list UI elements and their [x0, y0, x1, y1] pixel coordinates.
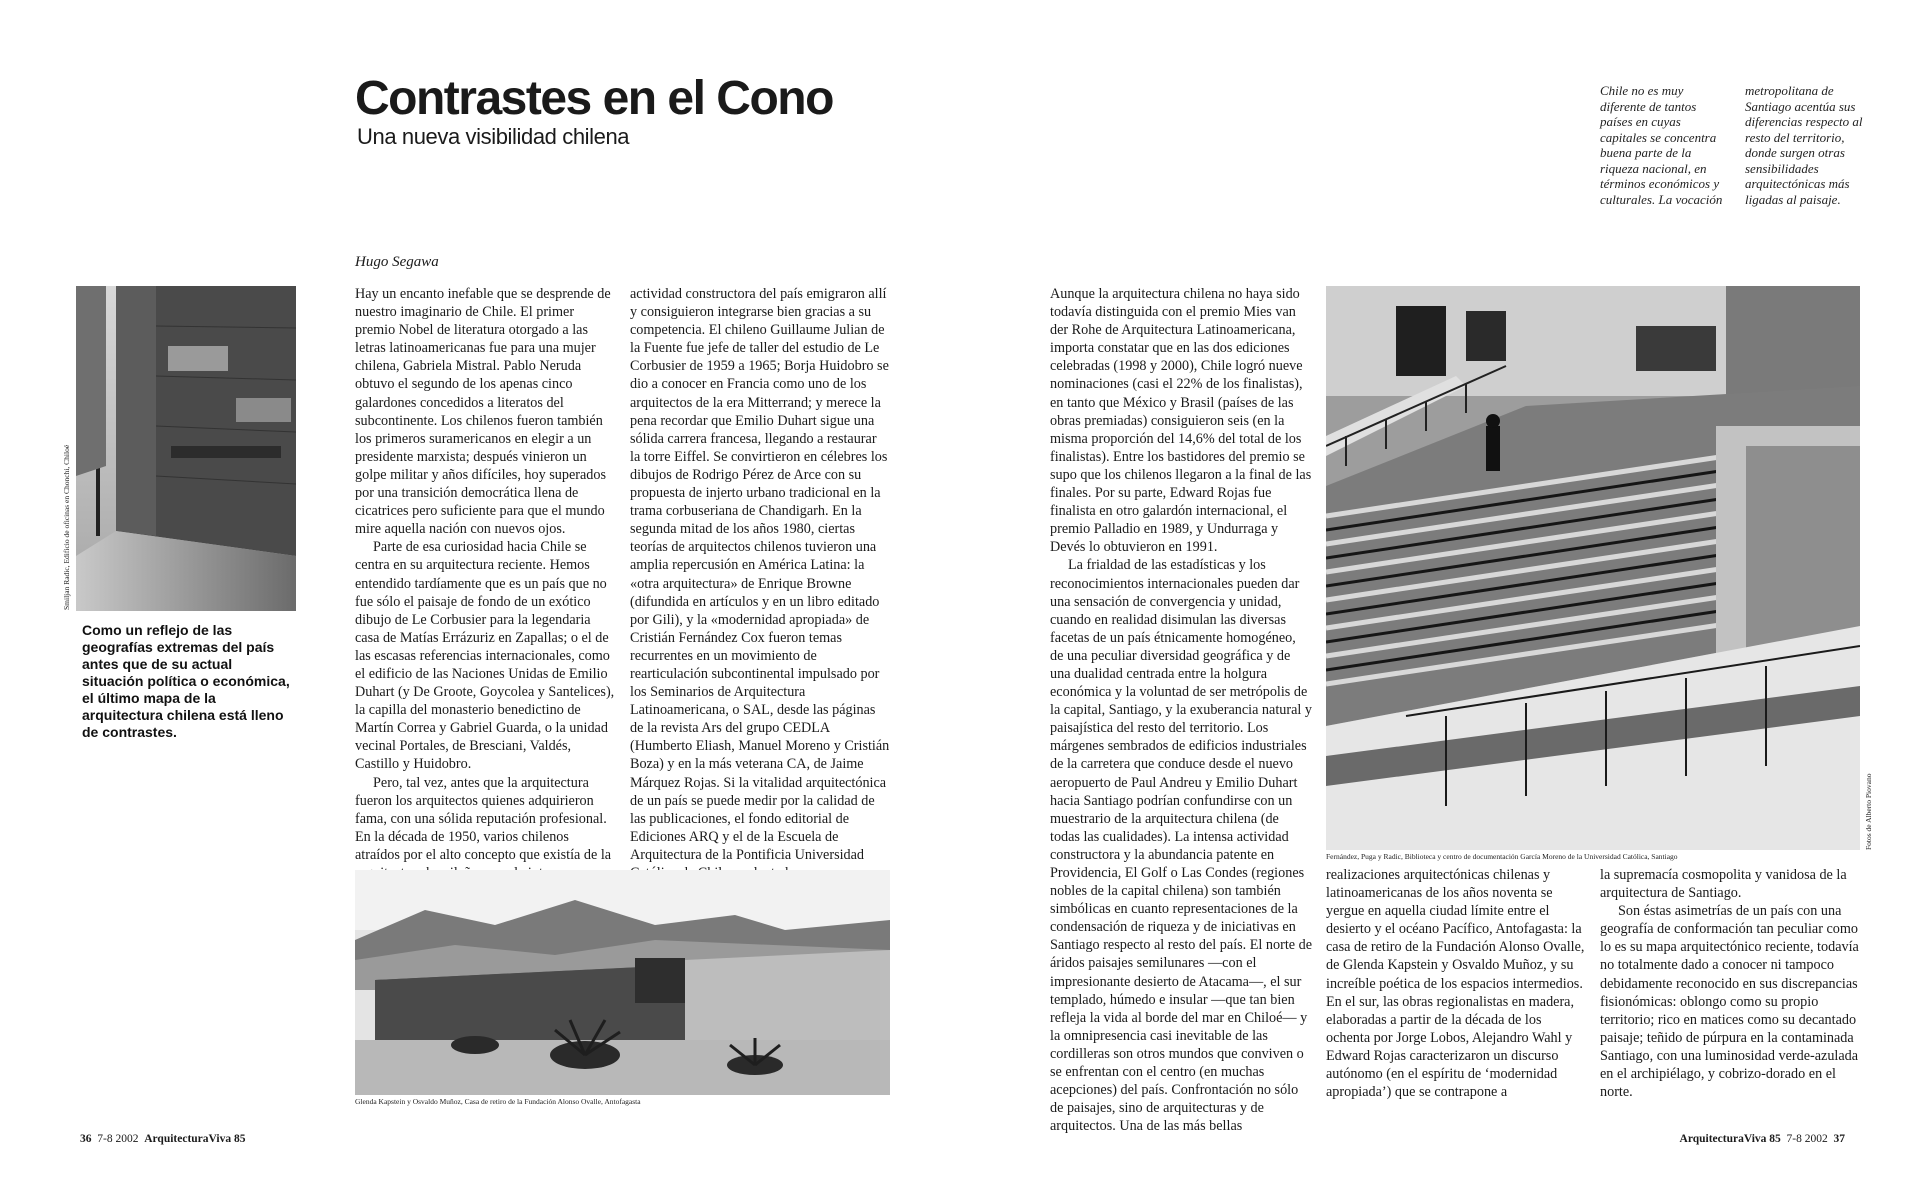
- body-column-5: [1600, 866, 1862, 1101]
- paragraph: actividad constructora del país emigraron allí y consiguieron integrarse bien gracias a su competencia. El chileno Guillaume Julian de la Fuente fue jefe de taller del estudio de Le Corbusier de 1959 a 1965; Borja Huidobro se dio a conocer en Francia como uno de los arquitectos de la era Mitterrand; y merece la pena recordar que Emilio Duhart sigue una sólida carrera francesa, llegando a restaurar la torre Eiffel. Se convirtieron en célebres los dibujos de Rodrigo Pérez de Arce con su propuesta de injerto urbano tradicional en la trama corbuseriana de Chandigarh. En la segunda mitad de los años 1980, ciertas teorías de arquitectos chilenos tuvieron una amplia repercusión en América Latina: la «otra arquitectura» de Enrique Browne (difundida en artículos y en un libro editado por Gili), y la «modernidad apropiada» de Cristián Fernández Cox fueron temas recurrentes en un movimiento de rearticulación subcontinental impulsado por los Seminarios de Arquitectura Latinoamericana, o SAL, desde las páginas de la revista Ars del grupo CEDLA (Humberto Eliash, Manuel Moreno y Cristián Boza) y en la más veterana CA, de Jaime Márquez Rojas. Si la vitalidad arquitectónica de un país se puede medir por la calidad de las publicaciones, el fondo editorial de Ediciones ARQ y el de la Escuela de Arquitectura de la Pontificia Universidad: [630, 286, 890, 863]
- photo1-credit: Smiljan Radic, Edificio de oficinas en Chonchi, Chiloé: [62, 444, 71, 610]
- body-column-2: [630, 285, 890, 882]
- body-column-3: [1050, 285, 1312, 1135]
- article-title: Contrastes en el Cono: [355, 72, 833, 125]
- photo-santiago-library-stairs: [1326, 286, 1860, 850]
- pull-quote: Como un reflejo de las geografías extremas del país antes que de su actual situación política o económica, el último mapa de la arquitectura chilena está lleno de contrastes.: [82, 622, 290, 740]
- photo-antofagasta-drawing: [355, 870, 890, 1095]
- page-number: 36: [80, 1133, 92, 1145]
- photo-chonchi-office: [76, 286, 296, 611]
- paragraph: Aunque la arquitectura chilena no haya sido todavía distinguida con el premio Mies van der Rohe de Arquitectura Latinoamericana, importa constatar que en las dos ediciones celebradas (1998 y 2000), Chile logró nueve nominaciones (casi el 22% de los finalistas), en tanto que México y Brasil (países de las obras premiadas) consiguieron seis (en la misma proporción del 14,6% del total de los finalistas). Entre los bastidores del premio se supo que los chilenos llegaron a la final de las finales. Por su parte, Edward Rojas fue finalista en otro galardón internacional, el premio Palladio en 1989, y Undurraga y Devés lo obtuvieron en 1991.: [1050, 286, 1312, 556]
- intro-text-col2: metropolitana de Santiago acentúa sus diferencias respecto al resto del territorio, donde surgen otras sensibilidades arquitectónicas más ligadas al paisaje.: [1745, 83, 1863, 207]
- body-column-4: [1326, 866, 1588, 1101]
- issue-date: 7-8 2002: [97, 1133, 139, 1145]
- paragraph: La frialdad de las estadísticas y los reconocimientos internacionales pueden dar una sensación de convergencia y unidad, cuando en realidad disimulan las diversas facetas de un país étnicamente homogéneo, de una peculiar diversidad geográfica y de una dualidad centrada entre la holgura económica y la voluntad de ser metrópolis de la capital, Santiago, y la exuberancia natural y paisajística del resto del territorio. Los márgenes sembrados de edificios industriales de la carretera que conduce desde el nuevo aeropuerto de Paul Andreu y Emilio Duhart hacia Santiago podrían confundirse con un muestrario de la arquitectura chilena (de todas las cualidades). La intensa actividad constructora y la abundancia patente en Providencia, El Golf o Las Condes (regiones nobles de la capital chilena) son también simbólicas en cuanto representaciones de la condensación de riqueza y de iniciativas en Santiago respecto al resto del país. El norte de áridos paisajes semilunares —con el impresionante desierto de Atacama—, el sur templado, húmedo e insular —que tan bien refleja la vida al borde del mar en Chiloé— y la omnipresencia casi inevitable de las cordilleras son otros mundos que conviven o se enfrentan con el centro (en muchas acepciones) del país. Confrontación no sólo de paisajes, sino de arquitecturas y de arquitectos. Una de las más bellas: [1050, 557, 1312, 1135]
- author-byline: Hugo Segawa: [355, 254, 439, 270]
- page-number: 37: [1833, 1133, 1845, 1145]
- magazine-name: ArquitecturaViva 85: [144, 1133, 246, 1145]
- photo-chonchi-drawing: [76, 286, 296, 611]
- issue-date: 7-8 2002: [1786, 1133, 1828, 1145]
- paragraph: la supremacía cosmopolita y vanidosa de la arquitectura de Santiago.: [1600, 867, 1847, 902]
- footer-left: [80, 1133, 245, 1145]
- paragraph: Son éstas asimetrías de un país con una geografía de conformación tan peculiar como lo es su mapa arquitectónico reciente, todavía no totalmente dado a conocer ni tampoco debidamente reconocido en sus discrepancias fisionómicas: oblongo como su propio territorio; rico en matices como su decantado paisaje; teñido de púrpura en la contaminada Santiago, con una luminosidad verde-azulada en el archipiélago, y cobrizo-dorado en el norte.: [1600, 903, 1859, 1101]
- photo3-caption: Fernández, Puga y Radic, Biblioteca y centro de documentación García Moreno de la Universidad Católica, Santiago: [1326, 852, 1678, 861]
- photo-antofagasta-retreat: [355, 870, 890, 1095]
- photo2-caption: Glenda Kapstein y Osvaldo Muñoz, Casa de retiro de la Fundación Alonso Ovalle, Antofagasta: [355, 1097, 641, 1106]
- body-column-1: [355, 285, 617, 882]
- paragraph: Hay un encanto inefable que se desprende de nuestro imaginario de Chile. El primer premio Nobel de literatura otorgado a las letras latinoamericanas fue para una mujer chilena, Gabriela Mistral. Pablo Neruda obtuvo el segundo de los apenas cinco galardones concedidos a literatos del subcontinente. Los chilenos fueron también los primeros suramericanos en elegir a un presidente marxista; después vinieron un golpe militar y años difíciles, hoy superados por una transición democrática llena de cicatrices pero suficiente para que el mundo mire aquella nación con nuevos ojos.: [355, 286, 611, 538]
- article-subtitle: Una nueva visibilidad chilena: [357, 124, 630, 149]
- paragraph: Pero, tal vez, antes que la arquitectura fueron los arquitectos quienes adquirieron fama, con una sólida reputación profesional. En la década de 1950, varios chilenos atraídos por el alto concepto que existía de la: [355, 774, 612, 863]
- intro-text-col1: Chile no es muy diferente de tantos países en cuyas capitales se concentra buena parte de la riqueza nacional, en términos económicos y culturales. La vocación: [1600, 83, 1723, 207]
- magazine-name: ArquitecturaViva 85: [1679, 1133, 1781, 1145]
- photo3-credit: Fotos de Alberto Piovano: [1864, 773, 1873, 850]
- paragraph: realizaciones arquitectónicas chilenas y latinoamericanas de los años noventa se yergue en aquella ciudad límite entre el desierto y el océano Pacífico, Antofagasta: la casa de retiro de la Fundación Alonso Ovalle, de Glenda Kapstein y Osvaldo Muñoz, y su increíble poética de los espacios intermedios. En el sur, las obras regionalistas en madera, elaboradas a partir de la década de los ochenta por Jorge Lobos, Alejandro Wahl y Edward Rojas caracterizaron un discurso autónomo (en el espíritu de ‘modernidad apropiada’) que se contrapone a: [1326, 867, 1585, 1101]
- footer-right: [1680, 1133, 1845, 1145]
- photo-santiago-drawing: [1326, 286, 1860, 850]
- paragraph: Parte de esa curiosidad hacia Chile se centra en su arquitectura reciente. Hemos entendido tardíamente que es un país que no fue sólo el paisaje de fondo de un exótico dibujo de Le Corbusier para la legendaria casa de Matías Errázuriz en Zapallas; o el de las escasas referencias internacionales, como el edificio de las Naciones Unidas de Emilio Duhart (y De Groote, Goycolea y Santelices), la capilla del monasterio benedictino de Martín Correa y Gabriel Guarda, o la unidad vecinal Portales, de Bresciani, Valdés, Castillo y Huidobro.: [355, 539, 615, 773]
